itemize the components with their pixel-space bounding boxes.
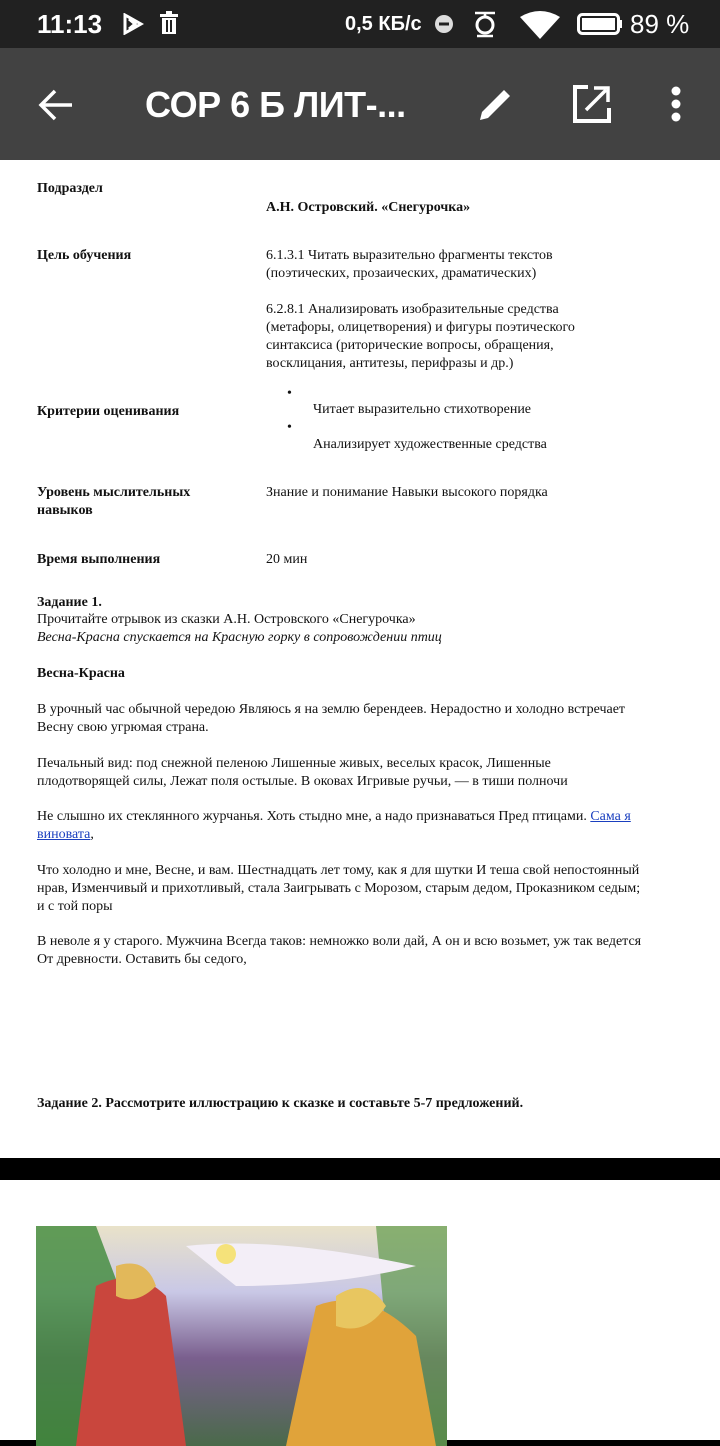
label-skills: навыков (37, 503, 93, 518)
network-speed: 0,5 КБ/с (345, 13, 422, 35)
poem-text: , (90, 827, 94, 842)
bullet-icon: • (287, 386, 292, 401)
value-skills: Знание и понимание Навыки высокого порядка (266, 485, 548, 500)
document-page-2 (0, 1180, 720, 1440)
play-store-icon (122, 13, 144, 35)
goal-line: 6.2.8.1 Анализировать изобразительные средства (266, 302, 559, 317)
back-arrow-icon[interactable] (38, 88, 74, 122)
clock: 11:13 (37, 9, 103, 39)
poem-line (37, 826, 94, 844)
pencil-icon[interactable] (476, 84, 516, 124)
value-time: 20 мин (266, 552, 308, 567)
app-bar (0, 48, 720, 160)
label-subsection: Подраздел (37, 181, 103, 196)
wifi-icon (520, 11, 560, 39)
label-goal: Цель обучения (37, 248, 132, 263)
poem-line: Что холодно и мне, Весне, и вам. Шестнадцать лет тому, как я для шутки И теша свой непостоянный (37, 863, 640, 878)
criterion: Анализирует художественные средства (313, 437, 547, 452)
poem-line: нрав, Изменчивый и прихотливый, стала Заигрывать с Морозом, старым дедом, Проказником седым; (37, 881, 641, 896)
goal-line: (метафоры, олицетворения) и фигуры поэтического (266, 320, 575, 335)
speaker: Весна-Красна (37, 666, 125, 681)
poem-line: Весну свою угрюмая страна. (37, 720, 209, 735)
status-bar (0, 0, 720, 48)
task1-instruction: Прочитайте отрывок из сказки А.Н. Островского «Снегурочка» (37, 612, 416, 627)
battery-level: 89 % (630, 9, 690, 39)
poem-text: Не слышно их стеклянного журчанья. Хоть стыдно мне, а надо признаваться Пред птицами. (37, 809, 591, 824)
label-time: Время выполнения (37, 552, 161, 567)
poem-line: В неволе я у старого. Мужчина Всегда таков: немножко воли дай, А он и всю возьмет, уж так ведется (37, 934, 642, 949)
task1-remark: Весна-Красна спускается на Красную горку в сопровождении птиц (37, 630, 442, 645)
criterion: Читает выразительно стихотворение (313, 402, 532, 417)
task2-title: Задание 2. Рассмотрите иллюстрацию к сказке и составьте 5-7 предложений. (37, 1096, 524, 1111)
dnd-icon (434, 14, 454, 34)
poem-line: и с той поры (37, 899, 113, 914)
goal-line: синтаксиса (риторические вопросы, обращения, (266, 338, 554, 353)
open-external-icon[interactable] (572, 84, 612, 124)
transit-icon (472, 10, 498, 38)
goal-line: (поэтических, прозаических, драматических) (266, 266, 537, 281)
poem-line: В урочный час обычной чередою Являюсь я на землю берендеев. Нерадостно и холодно встречает (37, 702, 626, 717)
value-subsection: А.Н. Островский. «Снегурочка» (266, 200, 471, 215)
more-vert-icon[interactable] (668, 86, 684, 126)
label-criteria: Критерии оценивания (37, 404, 180, 419)
goal-line: восклицания, антитезы, перифразы и др.) (266, 356, 514, 371)
label-skills: Уровень мыслительных (37, 485, 191, 500)
poem-line: плодотворящей силы, Лежат поля остылые. В оковах Игривые ручьи, — в тиши полночи (37, 774, 568, 789)
battery-icon (577, 13, 623, 35)
link[interactable]: Сама я (590, 809, 631, 824)
task1-title: Задание 1. (37, 595, 102, 610)
document-page-1 (0, 160, 720, 1158)
trash-icon (158, 11, 180, 35)
link[interactable]: виновата (37, 827, 91, 842)
document-title: СОР 6 Б ЛИТ-... (145, 84, 406, 125)
poem-line: От древности. Оставить бы седого, (37, 952, 247, 967)
poem-line (37, 808, 631, 826)
poem-line: Печальный вид: под снежной пеленою Лишенные живых, веселых красок, Лишенные (37, 756, 551, 771)
goal-line: 6.1.3.1 Читать выразительно фрагменты текстов (266, 248, 553, 263)
bullet-icon: • (287, 420, 292, 435)
illustration-image (36, 1226, 447, 1446)
